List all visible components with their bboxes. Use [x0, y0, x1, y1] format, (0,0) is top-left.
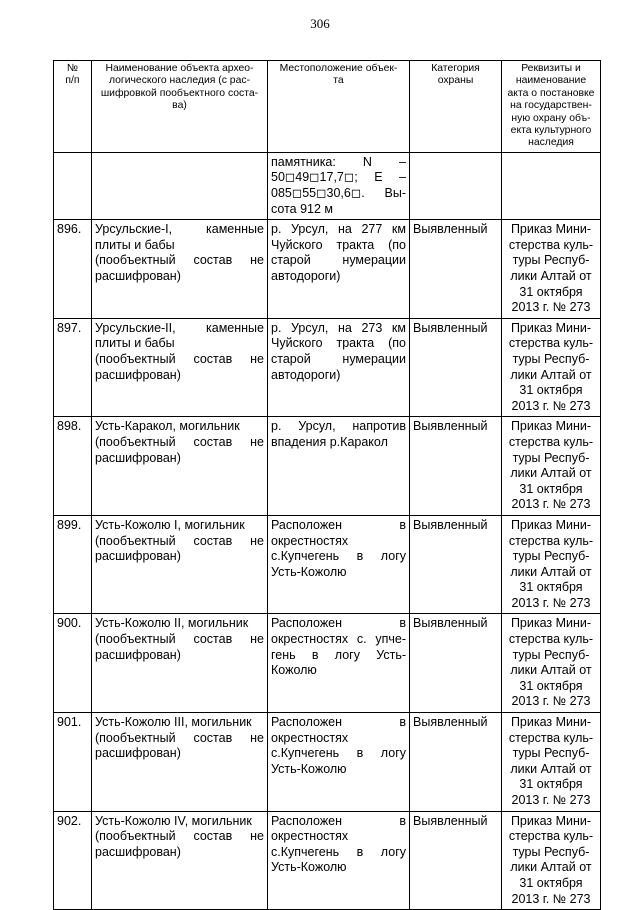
cell-category: Выявленный	[410, 713, 502, 812]
cell-location: р. Урсул, напротив впадения р.Каракол	[268, 417, 410, 516]
cell-name: Усть-Кожолю II, могильник (пообъектный состав не расшифрован)	[92, 614, 268, 713]
page-number: 306	[310, 16, 330, 31]
cell-name: Усть-Каракол, могильник (пообъектный состав не расшифрован)	[92, 417, 268, 516]
cell-category: Выявленный	[410, 614, 502, 713]
cell-requisites: Приказ Мини- стерства куль- туры Респуб- лики Алтай от 31 октября 2013 г. № 273	[502, 318, 601, 417]
cell-name: Урсульские-II, каменные плиты и бабы (пообъектный состав не расшифрован)	[92, 318, 268, 417]
table-row-continuation	[54, 152, 601, 219]
table-row	[54, 811, 601, 910]
cell-num	[54, 152, 92, 219]
table-row	[54, 515, 601, 614]
cell-num: 902.	[54, 811, 92, 910]
cell-location: Расположен в окрестностях с.Купчегень в логу Усть-Кожолю	[268, 713, 410, 812]
cell-category: Выявленный	[410, 417, 502, 516]
cell-location: Расположен в окрестностях с.Купчегень в логу Усть-Кожолю	[268, 811, 410, 910]
cell-name: Усть-Кожолю I, могильник (пообъектный состав не расшифрован)	[92, 515, 268, 614]
cell-location: Расположен в окрестностях с. упче- гень в логу Усть- Кожолю	[268, 614, 410, 713]
cell-category: Выявленный	[410, 220, 502, 319]
table-row	[54, 614, 601, 713]
cell-requisites: Приказ Мини- стерства куль- туры Респуб- лики Алтай от 31 октября 2013 г. № 273	[502, 614, 601, 713]
cell-num: 896.	[54, 220, 92, 319]
cell-name	[92, 152, 268, 219]
cell-requisites: Приказ Мини- стерства куль- туры Респуб- лики Алтай от 31 октября 2013 г. № 273	[502, 515, 601, 614]
cell-requisites: Приказ Мини- стерства куль- туры Респуб- лики Алтай от 31 октября 2013 г. № 273	[502, 713, 601, 812]
cell-requisites: Приказ Мини- стерства куль- туры Респуб- лики Алтай от 31 октября 2013 г. № 273	[502, 417, 601, 516]
header-requisites: Реквизиты и наименование акта о постановке на государствен- ную охрану объ- екта культурного наследия	[502, 61, 601, 153]
header-num: № п/п	[54, 61, 92, 153]
cell-name: Усть-Кожолю IV, могильник (пообъектный состав не расшифрован)	[92, 811, 268, 910]
cell-category: Выявленный	[410, 811, 502, 910]
cell-location: р. Урсул, на 273 км Чуйского тракта (по старой нумерации автодороги)	[268, 318, 410, 417]
header-category: Категория охраны	[410, 61, 502, 153]
table-row	[54, 220, 601, 319]
cell-num: 901.	[54, 713, 92, 812]
cell-name: Урсульские-I, каменные плиты и бабы (пообъектный состав не расшифрован)	[92, 220, 268, 319]
header-location: Местоположение объек- та	[268, 61, 410, 153]
cell-location: Расположен в окрестностях с.Купчегень в логу Усть-Кожолю	[268, 515, 410, 614]
header-name: Наименование объекта архео- логического наследия (с рас- шифровкой пообъектного соста- ва)	[92, 61, 268, 153]
cell-requisites: Приказ Мини- стерства куль- туры Респуб- лики Алтай от 31 октября 2013 г. № 273	[502, 220, 601, 319]
cell-requisites: Приказ Мини- стерства куль- туры Респуб- лики Алтай от 31 октября 2013 г. № 273	[502, 811, 601, 910]
cell-location: р. Урсул, на 277 км Чуйского тракта (по старой нумерации автодороги)	[268, 220, 410, 319]
cell-num: 900.	[54, 614, 92, 713]
table-row	[54, 713, 601, 812]
cell-name: Усть-Кожолю III, могильник (пообъектный состав не расшифрован)	[92, 713, 268, 812]
cell-category: Выявленный	[410, 515, 502, 614]
cell-location: памятника: N – 50◻49◻17,7◻; E – 085◻55◻30,6◻. Вы- сота 912 м	[268, 152, 410, 219]
cell-num: 898.	[54, 417, 92, 516]
cell-category: Выявленный	[410, 318, 502, 417]
heritage-registry-table	[53, 60, 601, 910]
table-header-row	[54, 61, 601, 153]
cell-num: 899.	[54, 515, 92, 614]
cell-num: 897.	[54, 318, 92, 417]
cell-requisites	[502, 152, 601, 219]
table-row	[54, 318, 601, 417]
cell-category	[410, 152, 502, 219]
table-row	[54, 417, 601, 516]
